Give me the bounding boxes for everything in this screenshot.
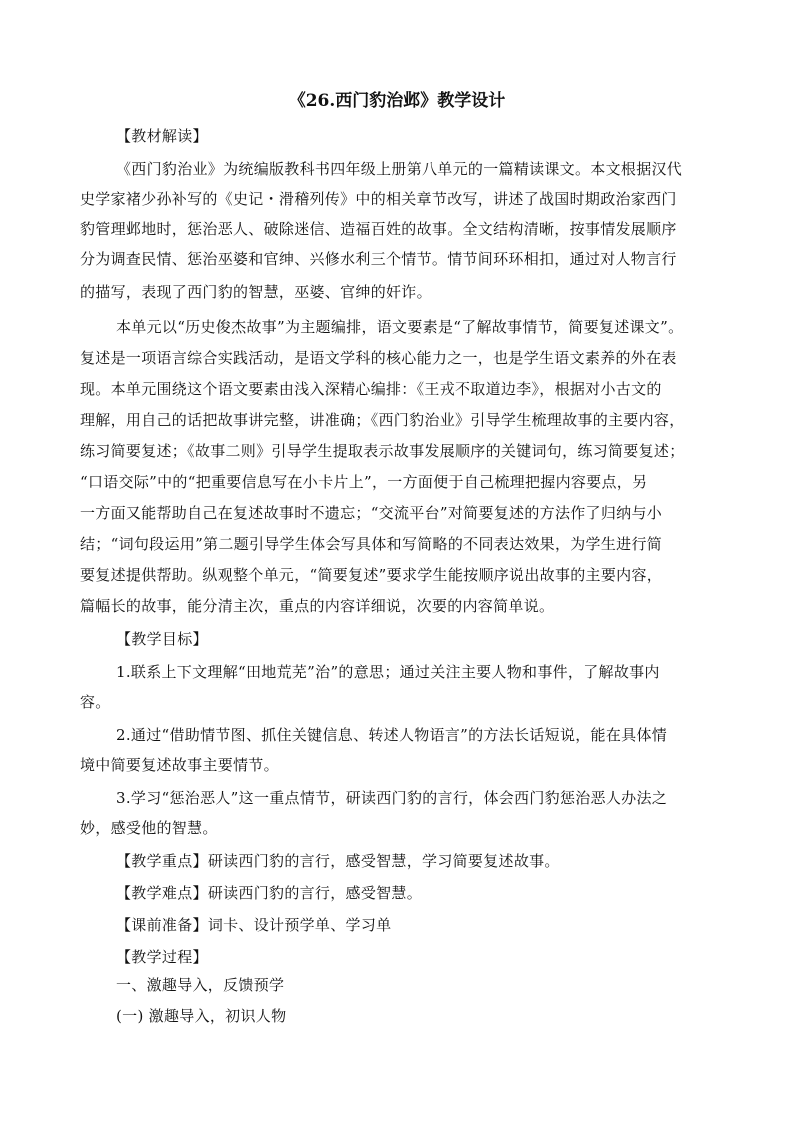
section-heading-textbook: 【教材解读】 bbox=[116, 127, 208, 145]
paragraph-line: 一方面又能帮助自己在复述故事时不遗忘；“交流平台”对简要复述的方法作了归纳与小 bbox=[80, 504, 663, 522]
goal-line: 1.联系上下文理解“田地荒芜”治”的意思；通过关注主要人物和事件，了解故事内 bbox=[116, 663, 660, 681]
paragraph-line: 篇幅长的故事，能分清主次，重点的内容详细说，次要的内容简单说。 bbox=[80, 597, 555, 615]
section-heading-goals: 【教学目标】 bbox=[116, 630, 208, 648]
goal-line: 2.通过“借助情节图、抓住关键信息、转述人物语言”的方法长话短说，能在具体情 bbox=[116, 726, 668, 744]
goal-line: 容。 bbox=[80, 693, 111, 711]
difficult-point bbox=[116, 880, 776, 906]
key-point bbox=[116, 848, 776, 874]
paragraph-line: “口语交际”中的“把重要信息写在小卡片上”，一方面便于自己梳理把握内容要点，另 bbox=[80, 473, 648, 491]
preparation bbox=[116, 912, 776, 938]
difficult-point-label: 【教学难点】 bbox=[116, 884, 208, 902]
paragraph-line: 豹管理邺地时，惩治恶人、破除迷信、造福百姓的故事。全文结构清晰，按事情发展顺序 bbox=[80, 220, 677, 238]
preparation-text: 词卡、设计预学单、学习单 bbox=[207, 916, 392, 934]
paragraph-line: 本单元以“历史俊杰故事”为主题编排，语文要素是“了解故事情节，简要复述课文”。 bbox=[116, 318, 684, 336]
section-heading-process: 【教学过程】 bbox=[116, 948, 208, 966]
paragraph-line: 的描写，表现了西门豹的智慧，巫婆、官绅的奸诈。 bbox=[80, 283, 432, 301]
paragraph-line: 现。本单元围绕这个语文要素由浅入深精心编排：《王戎不取道边李》，根据对小古文的 bbox=[80, 380, 662, 398]
goal-line: 妙，感受他的智慧。 bbox=[80, 819, 218, 837]
key-point-label: 【教学重点】 bbox=[116, 852, 208, 870]
paragraph-line: 史学家褚少孙补写的《史记・滑稽列传》中的相关章节改写，讲述了战国时期政治家西门 bbox=[80, 190, 677, 208]
paragraph-line: 练习简要复述；《故事二则》引导学生提取表示故事发展顺序的关键词句，练习简要复述； bbox=[80, 442, 685, 460]
difficult-point-text: 研读西门豹的言行，感受智慧。 bbox=[207, 884, 423, 902]
paragraph-line: 分为调查民情、惩治巫婆和官绅、兴修水利三个情节。情节间环环相扣，通过对人物言行 bbox=[80, 250, 677, 268]
paragraph-line: 《西门豹治业》为统编版教科书四年级上册第八单元的一篇精读课文。本文根据汉代 bbox=[116, 160, 683, 178]
key-point-text: 研读西门豹的言行，感受智慧，学习简要复述故事。 bbox=[207, 852, 560, 870]
preparation-label: 【课前准备】 bbox=[116, 916, 208, 934]
paragraph-line: 理解，用自己的话把故事讲完整，讲准确；《西门豹治业》引导学生梳理故事的主要内容， bbox=[80, 411, 685, 429]
step-heading: 一、激趣导入，反馈预学 bbox=[116, 976, 285, 994]
paragraph-line: 要复述提供帮助。纵观整个单元，“简要复述”要求学生能按顺序说出故事的主要内容， bbox=[80, 566, 663, 584]
paragraph-line: 复述是一项语言综合实践活动，是语文学科的核心能力之一，也是学生语文素养的外在表 bbox=[80, 349, 677, 367]
paragraph-line: 结；“词句段运用”第二题引导学生体会写具体和写简略的不同表达效果，为学生进行简 bbox=[80, 535, 663, 553]
goal-line: 3.学习“惩治恶人”这一重点情节，研读西门豹的言行，体会西门豹惩治恶人办法之 bbox=[116, 789, 668, 807]
goal-line: 境中简要复述故事主要情节。 bbox=[80, 756, 279, 774]
document-title: 《26.西门豹治邺》教学设计 bbox=[288, 91, 506, 111]
step-subheading: (一) 激趣导入，初识人物 bbox=[116, 1007, 287, 1025]
